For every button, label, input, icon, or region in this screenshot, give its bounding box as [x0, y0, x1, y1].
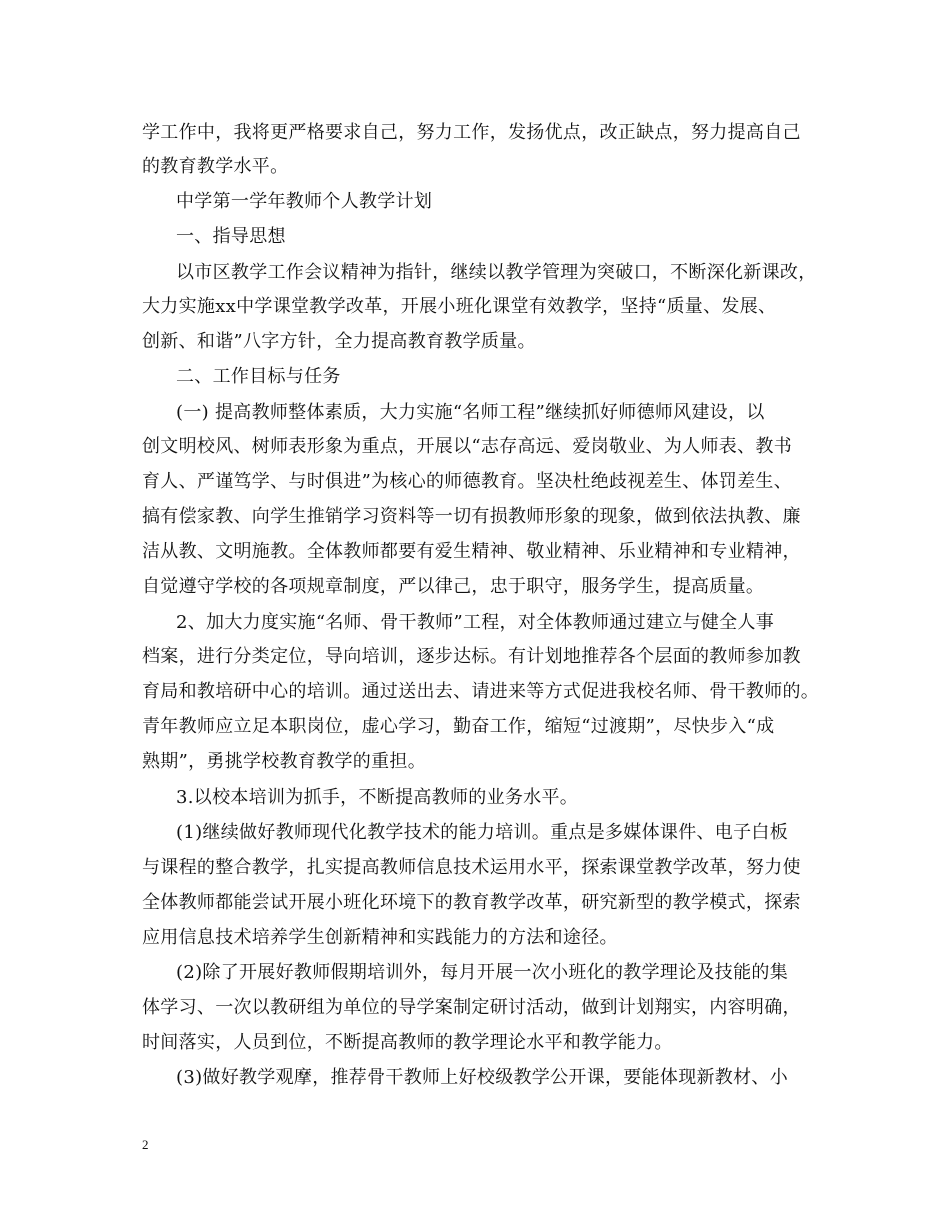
text-line: (1)继续做好教师现代化教学技术的能力培训。重点是多媒体课件、电子白板 — [176, 822, 788, 843]
text-line: 熟期”，勇挑学校教育教学的重担。 — [142, 751, 427, 772]
text-line: 育局和教培研中心的培训。通过送出去、请进来等方式促进我校名师、骨干教师的。 — [142, 681, 820, 702]
text-line: 育人、严谨笃学、与时俱进”为核心的师德教育。坚决杜绝歧视差生、体罚差生、 — [142, 471, 792, 492]
text-line: 自觉遵守学校的各项规章制度，严以律己，忠于职守，服务学生，提高质量。 — [142, 576, 765, 597]
text-line: (3)做好教学观摩，推荐骨干教师上好校级教学公开课，要能体现新教材、小 — [176, 1067, 788, 1088]
text-line: 洁从教、文明施教。全体教师都要有爱生精神、敬业精神、乐业精神和专业精神， — [142, 541, 801, 562]
text-line: 与课程的整合教学，扎实提高教师信息技术运用水平，探索课堂教学改革，努力使 — [142, 857, 801, 878]
heading-goals-tasks: 二、工作目标与任务 — [176, 366, 341, 387]
text-line: 创文明校风、树师表形象为重点，开展以“志存高远、爱岗敬业、为人师表、教书 — [142, 436, 792, 457]
section-title: 中学第一学年教师个人教学计划 — [176, 191, 433, 212]
text-line: 档案，进行分类定位，导向培训，逐步达标。有计划地推荐各个层面的教师参加教 — [142, 646, 801, 667]
text-line: (2)除了开展好教师假期培训外，每月开展一次小班化的教学理论及技能的集 — [176, 962, 788, 983]
text-line: 3.以校本培训为抓手，不断提高教师的业务水平。 — [176, 787, 579, 808]
heading-guiding-ideology: 一、指导思想 — [176, 226, 286, 247]
text-line: (一) 提高教师整体素质，大力实施“名师工程”继续抓好师德师风建设，以 — [176, 402, 765, 423]
text-line: 青年教师应立足本职岗位，虚心学习，勤奋工作，缩短“过渡期”，尽快步入“成 — [142, 716, 775, 737]
page-number: 2 — [142, 1137, 149, 1152]
text-line: 搞有偿家教、向学生推销学习资料等一切有损教师形象的现象，做到依法执教、廉 — [142, 506, 801, 527]
text-line: 全体教师都能尝试开展小班化环境下的教育教学改革，研究新型的教学模式，探索 — [142, 892, 801, 913]
text-line: 学工作中，我将更严格要求自己，努力工作，发扬优点，改正缺点，努力提高自己 — [142, 122, 801, 143]
text-line: 2、加大力度实施“名师、骨干教师”工程，对全体教师通过建立与健全人事 — [176, 612, 775, 633]
text-line: 体学习、一次以教研组为单位的导学案制定研讨活动，做到计划翔实，内容明确， — [142, 997, 801, 1018]
text-line: 创新、和谐”八字方针，全力提高教育教学质量。 — [142, 331, 536, 352]
text-line: 时间落实，人员到位，不断提高教师的教学理论水平和教学能力。 — [142, 1032, 673, 1053]
text-line: 以市区教学工作会议精神为指针，继续以教学管理为突破口，不断深化新课改， — [176, 262, 817, 283]
text-line: 的教育教学水平。 — [142, 156, 289, 177]
text-line: 大力实施xx中学课堂教学改革，开展小班化课堂有效教学，坚持“质量、发展、 — [142, 296, 777, 317]
text-line: 应用信息技术培养学生创新精神和实践能力的方法和途径。 — [142, 927, 618, 948]
